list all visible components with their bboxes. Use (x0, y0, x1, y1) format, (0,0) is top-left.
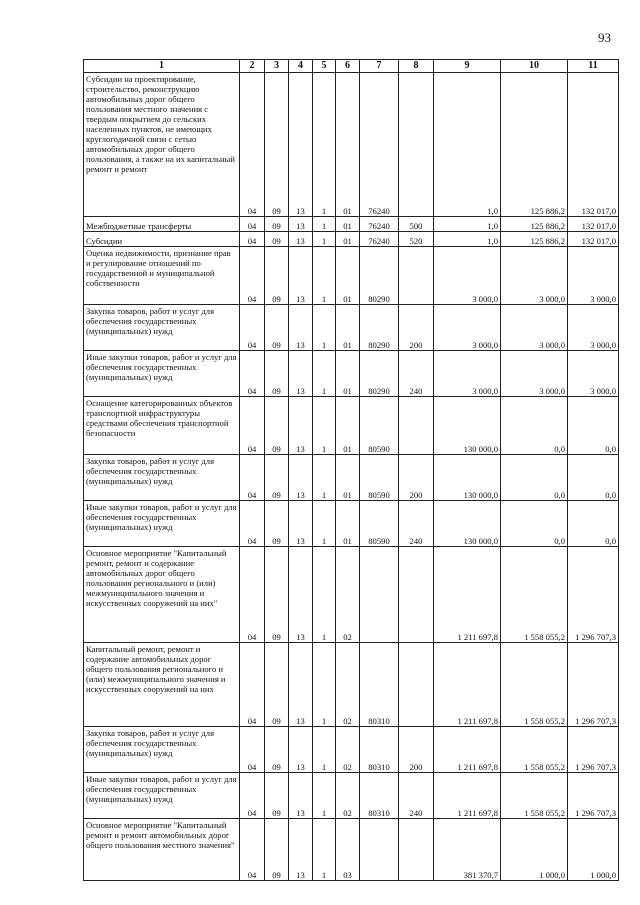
code-cell: 80290 (360, 247, 399, 305)
code-cell: 240 (399, 773, 434, 819)
code-cell: 04 (240, 73, 265, 217)
code-cell: 13 (289, 727, 313, 773)
page-number: 93 (598, 30, 611, 45)
code-cell: 04 (240, 727, 265, 773)
amount-cell: 125 886,2 (501, 217, 568, 232)
amount-cell: 1 000,0 (568, 819, 619, 881)
code-cell: 76240 (360, 73, 399, 217)
amount-cell: 3 000,0 (568, 247, 619, 305)
column-header: 11 (568, 60, 619, 73)
code-cell: 04 (240, 217, 265, 232)
code-cell: 09 (265, 819, 289, 881)
row-name-cell: Капитальный ремонт, ремонт и содержание автомобильных дорог общего пользования регионального и (или) межмуниципального значения и искусственных сооружений на них (84, 643, 240, 727)
amount-cell: 381 370,7 (434, 819, 501, 881)
column-header: 4 (289, 60, 313, 73)
code-cell: 1 (313, 727, 336, 773)
code-cell: 1 (313, 819, 336, 881)
code-cell (399, 819, 434, 881)
amount-cell: 1 211 697,8 (434, 773, 501, 819)
code-cell: 80590 (360, 501, 399, 547)
code-cell: 80310 (360, 643, 399, 727)
table-row (84, 397, 619, 455)
table-row (84, 305, 619, 351)
amount-cell: 1 000,0 (501, 819, 568, 881)
code-cell: 80310 (360, 727, 399, 773)
code-cell: 1 (313, 232, 336, 247)
code-cell: 13 (289, 773, 313, 819)
amount-cell: 125 886,2 (501, 232, 568, 247)
code-cell: 76240 (360, 217, 399, 232)
amount-cell: 3 000,0 (568, 305, 619, 351)
amount-cell: 1 296 707,3 (568, 643, 619, 727)
code-cell: 09 (265, 727, 289, 773)
code-cell: 1 (313, 501, 336, 547)
table-body (84, 73, 619, 881)
amount-cell: 1 296 707,3 (568, 727, 619, 773)
amount-cell: 0,0 (568, 397, 619, 455)
amount-cell: 0,0 (568, 455, 619, 501)
row-name-cell: Закупка товаров, работ и услуг для обеспечения государственных (муниципальных) нужд (84, 727, 240, 773)
header-row (84, 60, 619, 73)
column-header: 5 (313, 60, 336, 73)
code-cell: 13 (289, 547, 313, 643)
code-cell: 01 (336, 455, 360, 501)
table-row (84, 819, 619, 881)
code-cell: 13 (289, 73, 313, 217)
code-cell: 09 (265, 773, 289, 819)
code-cell: 09 (265, 305, 289, 351)
code-cell: 80310 (360, 773, 399, 819)
code-cell: 1 (313, 217, 336, 232)
table-row (84, 455, 619, 501)
column-header: 6 (336, 60, 360, 73)
code-cell: 1 (313, 397, 336, 455)
code-cell: 09 (265, 501, 289, 547)
code-cell (399, 643, 434, 727)
budget-table (83, 59, 619, 881)
code-cell: 04 (240, 351, 265, 397)
code-cell: 80590 (360, 397, 399, 455)
amount-cell: 1 296 707,3 (568, 547, 619, 643)
amount-cell: 1,0 (434, 73, 501, 217)
row-name-cell: Субсидии на проектирование, строительство, реконструкцию автомобильных дорог общего пользования местного значения с твердым покрытием до сельских населенных пунктов, не имеющих круглогодичной связи с сетью автомобильных дорог общего пользования, а также на их капитальный ремонт и ремонт (84, 73, 240, 217)
row-name-cell: Иные закупки товаров, работ и услуг для обеспечения государственных (муниципальных) нужд (84, 501, 240, 547)
code-cell (399, 73, 434, 217)
row-name-cell: Основное мероприятие "Капитальный ремонт, ремонт и содержание автомобильных дорог общего пользования регионального и (или) межмуниципального значения и искусственных сооружений на них" (84, 547, 240, 643)
code-cell: 02 (336, 643, 360, 727)
amount-cell: 130 000,0 (434, 397, 501, 455)
code-cell: 1 (313, 305, 336, 351)
amount-cell: 1 211 697,8 (434, 727, 501, 773)
code-cell: 04 (240, 547, 265, 643)
code-cell: 01 (336, 501, 360, 547)
amount-cell: 1 296 707,3 (568, 773, 619, 819)
amount-cell: 1 211 697,8 (434, 643, 501, 727)
code-cell: 04 (240, 773, 265, 819)
code-cell: 04 (240, 247, 265, 305)
code-cell: 13 (289, 397, 313, 455)
code-cell: 01 (336, 397, 360, 455)
code-cell: 80290 (360, 305, 399, 351)
amount-cell: 132 017,0 (568, 73, 619, 217)
code-cell: 04 (240, 455, 265, 501)
code-cell: 200 (399, 455, 434, 501)
amount-cell: 3 000,0 (434, 305, 501, 351)
code-cell (399, 547, 434, 643)
amount-cell: 3 000,0 (568, 351, 619, 397)
code-cell: 04 (240, 232, 265, 247)
code-cell: 1 (313, 351, 336, 397)
amount-cell: 1 558 055,2 (501, 727, 568, 773)
code-cell: 13 (289, 351, 313, 397)
code-cell: 13 (289, 232, 313, 247)
code-cell: 02 (336, 727, 360, 773)
column-header: 3 (265, 60, 289, 73)
code-cell: 13 (289, 643, 313, 727)
amount-cell: 132 017,0 (568, 217, 619, 232)
table-row (84, 643, 619, 727)
table-row (84, 232, 619, 247)
column-header: 10 (501, 60, 568, 73)
code-cell (360, 819, 399, 881)
code-cell: 13 (289, 501, 313, 547)
column-header: 2 (240, 60, 265, 73)
code-cell: 09 (265, 643, 289, 727)
column-header: 1 (84, 60, 240, 73)
code-cell: 13 (289, 455, 313, 501)
amount-cell: 3 000,0 (501, 351, 568, 397)
amount-cell: 1 558 055,2 (501, 643, 568, 727)
amount-cell: 1,0 (434, 232, 501, 247)
column-header: 9 (434, 60, 501, 73)
code-cell: 1 (313, 773, 336, 819)
code-cell: 09 (265, 73, 289, 217)
amount-cell: 0,0 (501, 397, 568, 455)
code-cell: 01 (336, 351, 360, 397)
code-cell: 1 (313, 547, 336, 643)
code-cell (360, 547, 399, 643)
code-cell: 13 (289, 247, 313, 305)
code-cell: 80590 (360, 455, 399, 501)
amount-cell: 1,0 (434, 217, 501, 232)
table-row (84, 217, 619, 232)
code-cell: 09 (265, 247, 289, 305)
code-cell: 09 (265, 397, 289, 455)
code-cell: 13 (289, 305, 313, 351)
row-name-cell: Иные закупки товаров, работ и услуг для обеспечения государственных (муниципальных) нужд (84, 351, 240, 397)
code-cell: 04 (240, 819, 265, 881)
table-row (84, 73, 619, 217)
code-cell: 01 (336, 217, 360, 232)
table-row (84, 501, 619, 547)
code-cell (399, 397, 434, 455)
code-cell: 03 (336, 819, 360, 881)
code-cell: 02 (336, 773, 360, 819)
table-row (84, 773, 619, 819)
code-cell: 01 (336, 305, 360, 351)
code-cell: 13 (289, 819, 313, 881)
code-cell: 01 (336, 73, 360, 217)
code-cell: 1 (313, 643, 336, 727)
code-cell: 76240 (360, 232, 399, 247)
code-cell: 09 (265, 232, 289, 247)
amount-cell: 1 211 697,8 (434, 547, 501, 643)
code-cell: 240 (399, 351, 434, 397)
code-cell: 09 (265, 455, 289, 501)
amount-cell: 0,0 (501, 455, 568, 501)
code-cell: 01 (336, 232, 360, 247)
code-cell: 80290 (360, 351, 399, 397)
table-row (84, 247, 619, 305)
row-name-cell: Закупка товаров, работ и услуг для обеспечения государственных (муниципальных) нужд (84, 455, 240, 501)
amount-cell: 1 558 055,2 (501, 547, 568, 643)
row-name-cell: Оснащение категорированных объектов транспортной инфраструктуры средствами обеспечения транспортной безопасности (84, 397, 240, 455)
amount-cell: 1 558 055,2 (501, 773, 568, 819)
code-cell: 01 (336, 247, 360, 305)
code-cell: 1 (313, 455, 336, 501)
code-cell: 500 (399, 217, 434, 232)
column-header: 8 (399, 60, 434, 73)
amount-cell: 3 000,0 (434, 351, 501, 397)
table-row (84, 547, 619, 643)
code-cell: 1 (313, 73, 336, 217)
code-cell: 09 (265, 217, 289, 232)
row-name-cell: Межбюджетные трансферты (84, 217, 240, 232)
amount-cell: 130 000,0 (434, 501, 501, 547)
code-cell: 02 (336, 547, 360, 643)
code-cell: 04 (240, 501, 265, 547)
amount-cell: 3 000,0 (434, 247, 501, 305)
amount-cell: 132 017,0 (568, 232, 619, 247)
table-row (84, 351, 619, 397)
amount-cell: 3 000,0 (501, 305, 568, 351)
row-name-cell: Закупка товаров, работ и услуг для обеспечения государственных (муниципальных) нужд (84, 305, 240, 351)
code-cell: 09 (265, 351, 289, 397)
code-cell: 200 (399, 727, 434, 773)
code-cell (399, 247, 434, 305)
table-row (84, 727, 619, 773)
code-cell: 04 (240, 643, 265, 727)
code-cell: 13 (289, 217, 313, 232)
code-cell: 520 (399, 232, 434, 247)
amount-cell: 3 000,0 (501, 247, 568, 305)
code-cell: 04 (240, 397, 265, 455)
code-cell: 240 (399, 501, 434, 547)
code-cell: 04 (240, 305, 265, 351)
amount-cell: 125 886,2 (501, 73, 568, 217)
column-header: 7 (360, 60, 399, 73)
row-name-cell: Основное мероприятие "Капитальный ремонт и ремонт автомобильных дорог общего пользования местного значения" (84, 819, 240, 881)
amount-cell: 0,0 (501, 501, 568, 547)
code-cell: 200 (399, 305, 434, 351)
amount-cell: 130 000,0 (434, 455, 501, 501)
row-name-cell: Иные закупки товаров, работ и услуг для обеспечения государственных (муниципальных) нужд (84, 773, 240, 819)
amount-cell: 0,0 (568, 501, 619, 547)
row-name-cell: Субсидии (84, 232, 240, 247)
code-cell: 09 (265, 547, 289, 643)
row-name-cell: Оценка недвижимости, признание прав и регулирование отношений по государственной и муниципальной собственности (84, 247, 240, 305)
code-cell: 1 (313, 247, 336, 305)
